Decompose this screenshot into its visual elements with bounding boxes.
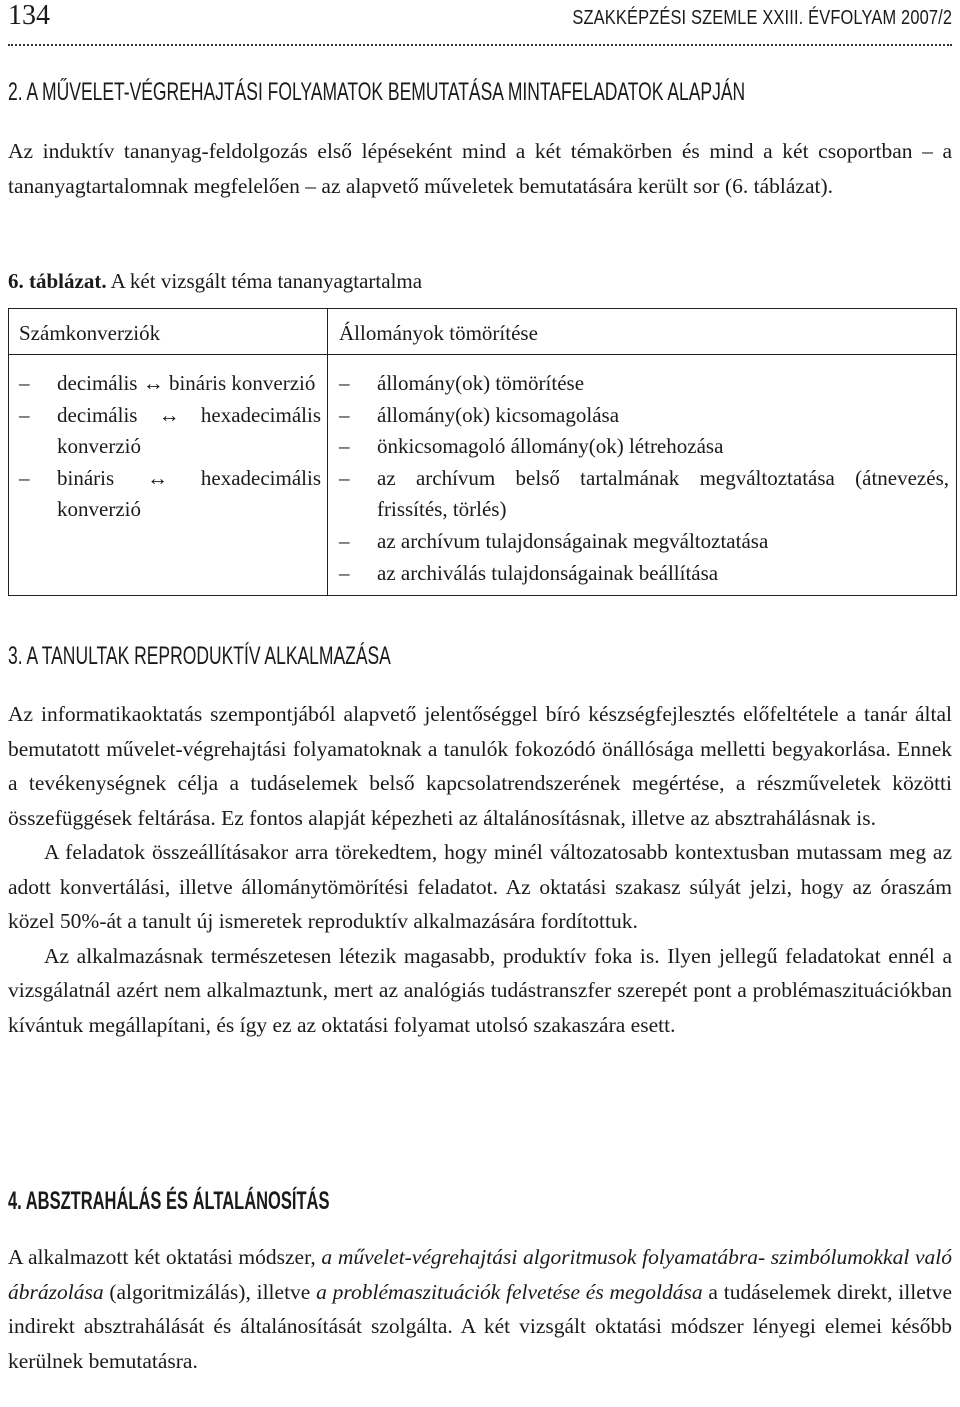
section-2-body: [8, 134, 952, 203]
list-item: – az archívum tulajdonságainak megváltoztatása: [339, 526, 949, 558]
table-caption: [8, 266, 422, 296]
list-dash: –: [339, 434, 350, 459]
table-header-divider: [9, 354, 956, 355]
table-column-divider: [327, 309, 328, 595]
section-3-paragraph-1: Az informatikaoktatás szempontjából alapvető jelentőséggel bíró készségfejlesztés előfeltétele a tanár által bemutatott művelet-végrehajtási folyamatoknak a tanulók fokozódó önállósága melletti begyakorlása. Ennek a tevékenységnek célja a tudáselemek belső kapcsolatrendszerének megértése, a részműveletek közötti összefüggések feltárása. Ez fontos alapját képezheti az általánosításnak, illetve az absztrahálásnak is.: [8, 702, 952, 830]
section-3-paragraph-2: A feladatok összeállításakor arra törekedtem, hogy minél változatosabb kontextusban mutassam meg az adott konvertálási, illetve állománytömörítési feladatot. Az oktatási szakasz súlyát jelzi, hogy az óraszám közel 50%-át a tanult új ismeretek reproduktív alkalmazására fordítottuk.: [8, 840, 952, 933]
list-item: – állomány(ok) tömörítése: [339, 368, 949, 400]
section-3-paragraph-3: Az alkalmazásnak természetesen létezik magasabb, produktív foka is. Ilyen jellegű feladatokat ennél a vizsgálatnál azért nem alkalmaztunk, mert az analógiás tudástranszfer szerepét pont a problémaszituációkban kívántuk megállapítani, és így ez az oktatási folyamat utolsó szakaszára esett.: [8, 943, 952, 1037]
header-divider: [8, 44, 952, 46]
list-dash: –: [339, 560, 350, 585]
section-3-body: [8, 697, 952, 1042]
running-header: SZAKKÉPZÉSI SZEMLE XXIII. ÉVFOLYAM 2007/2: [572, 7, 952, 29]
table-column-file-compression: [339, 368, 949, 589]
list-item: – az archívum belső tartalmának megváltoztatása (átnevezés, frissítés, törlés): [339, 463, 949, 526]
table-caption-text: A két vizsgált téma tananyagtartalma: [110, 269, 423, 293]
section-4-paragraph: A alkalmazott két oktatási módszer, a művelet-végrehajtási algoritmusok folyamatábra- szimbólumokkal való ábrázolása (algoritmizálás), illetve a problémaszituációk felvetése és megoldása a tudáselemek direkt, illetve indirekt absztrahálását és általánosítását szolgálta. A két vizsgált oktatási módszer lényegi elemei később kerülnek bemutatásra.: [8, 1245, 953, 1373]
content-table: [8, 308, 957, 596]
section-2-paragraph: Az induktív tananyag-feldolgozás első lépéseként mind a két témakörben és mind a két csoportban – a tananyagtartalomnak megfelelően – az alapvető műveletek bemutatására került sor (6. táblázat).: [8, 139, 952, 198]
list-item: – decimális ↔ hexadecimális konverzió: [19, 400, 321, 463]
list-dash: –: [339, 465, 350, 490]
list-item: – az archiválás tulajdonságainak beállítása: [339, 558, 949, 590]
table-header-file-compression: Állományok tömörítése: [339, 321, 538, 345]
list-dash: –: [339, 528, 350, 553]
table-column-number-conversion: [19, 368, 321, 526]
section-2-heading: 2. A MŰVELET-VÉGREHAJTÁSI FOLYAMATOK BEMUTATÁSA MINTAFELADATOK ALAPJÁN: [8, 78, 746, 106]
page-number: 134: [8, 0, 50, 31]
table-caption-label: 6. táblázat.: [8, 269, 107, 293]
list-item: – állomány(ok) kicsomagolása: [339, 400, 949, 432]
list-dash: –: [19, 402, 30, 427]
list-dash: –: [339, 402, 350, 427]
list-dash: –: [19, 465, 30, 490]
list-item: – decimális ↔ bináris konverzió: [19, 368, 321, 400]
section-4-heading: 4. ABSZTRAHÁLÁS ÉS ÁLTALÁNOSÍTÁS: [8, 1187, 330, 1215]
method-1-italic: a művelet-végrehajtási algoritmusok folyamatábra- szimbólumokkal való ábrázolása: [8, 1245, 952, 1304]
section-3-heading: 3. A TANULTAK REPRODUKTÍV ALKALMAZÁSA: [8, 642, 391, 670]
list-dash: –: [339, 371, 350, 395]
table-header-number-conversion: Számkonverziók: [19, 321, 161, 345]
list-item: – bináris ↔ hexadecimális konverzió: [19, 463, 321, 526]
method-2-italic: a problémaszituációk felvetése és megoldása: [316, 1279, 703, 1304]
section-4-body: [8, 1240, 952, 1378]
list-dash: –: [19, 371, 30, 395]
list-item: – önkicsomagoló állomány(ok) létrehozása: [339, 431, 949, 463]
